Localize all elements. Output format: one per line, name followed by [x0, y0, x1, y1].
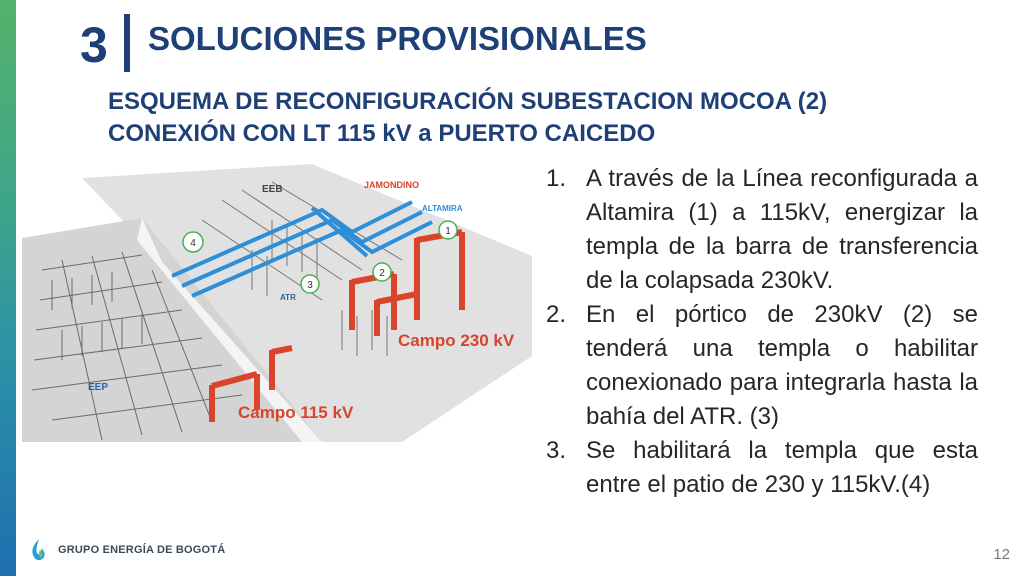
marker-2	[373, 263, 391, 281]
label-eeb: EEB	[262, 184, 283, 195]
label-campo-115: Campo 115 kV	[238, 403, 354, 422]
slide-title: SOLUCIONES PROVISIONALES	[148, 20, 647, 57]
step-text: Se habilitará la templa que esta entre el patio de 230 y 115kV.(4)	[586, 437, 978, 498]
section-divider	[124, 14, 130, 72]
label-atr: ATR	[280, 293, 296, 302]
list-item	[546, 162, 978, 298]
step-number: 3.	[546, 437, 567, 464]
step-number: 2.	[546, 301, 567, 328]
step-text: A través de la Línea reconfigurada a Altamira (1) a 115kV, energizar la templa de la barra de transferencia de la colapsada 230kV.	[586, 165, 978, 294]
page-number: 12	[993, 546, 1010, 563]
list-item	[546, 434, 978, 502]
side-accent-bar	[0, 0, 16, 576]
label-jamondino: JAMONDINO	[364, 180, 420, 190]
flame-logo-icon	[28, 538, 50, 562]
subtitle-line-2: CONEXIÓN CON LT 115 kV a PUERTO CAICEDO	[108, 120, 656, 147]
marker-4	[183, 232, 203, 252]
svg-text:4: 4	[190, 238, 196, 249]
label-altamira: ALTAMIRA	[422, 204, 463, 213]
label-campo-230: Campo 230 kV	[398, 331, 515, 350]
company-name: GRUPO ENERGÍA DE BOGOTÁ	[58, 544, 226, 556]
svg-text:1: 1	[445, 226, 451, 237]
step-number: 1.	[546, 165, 567, 192]
marker-3	[301, 275, 319, 293]
step-text: En el pórtico de 230kV (2) se tenderá una templa o habilitar conexionado para integrarla hasta la bahía del ATR. (3)	[586, 301, 978, 430]
list-item	[546, 298, 978, 434]
svg-text:2: 2	[379, 268, 385, 279]
marker-1	[439, 221, 457, 239]
company-logo	[28, 538, 225, 562]
steps-list	[546, 162, 978, 502]
section-number: 3	[80, 17, 108, 73]
substation-diagram	[22, 160, 532, 442]
subtitle-line-1: ESQUEMA DE RECONFIGURACIÓN SUBESTACION MOCOA (2)	[108, 88, 828, 115]
slide-subtitle	[108, 86, 827, 150]
svg-text:3: 3	[307, 280, 313, 291]
label-eep: EEP	[88, 382, 109, 393]
